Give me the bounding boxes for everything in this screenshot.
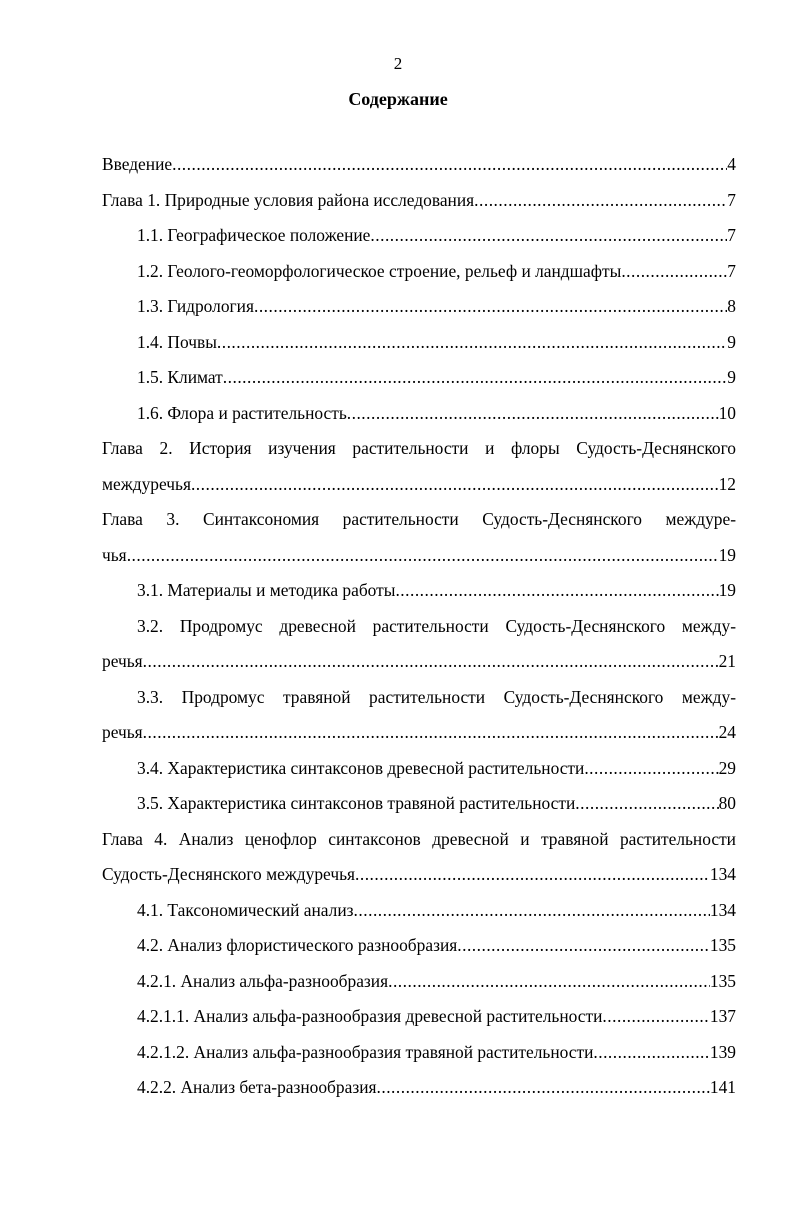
toc-entry-page: 12 bbox=[718, 473, 736, 494]
toc-leader-dots bbox=[254, 296, 727, 316]
toc-leader-dots bbox=[388, 971, 710, 991]
toc-entry-4-2 bbox=[102, 935, 736, 955]
toc-entry-chapter-2 bbox=[102, 474, 736, 494]
toc-entry-title: Введение bbox=[102, 154, 173, 174]
toc-entry-title: речья bbox=[102, 722, 143, 742]
toc-entry-title: 4.2. Анализ флористического разнообразия bbox=[137, 935, 458, 955]
toc-leader-dots bbox=[457, 935, 710, 955]
toc-leader-dots bbox=[143, 651, 719, 671]
toc-entry-chapter-3 bbox=[102, 545, 736, 565]
toc-entry-title: 3.4. Характеристика синтаксонов древесной растительности bbox=[137, 757, 585, 778]
toc-entry-4-2-1 bbox=[102, 971, 736, 991]
toc-entry-3-1 bbox=[102, 580, 736, 600]
toc-entry-page: 19 bbox=[718, 544, 736, 565]
toc-leader-dots bbox=[370, 225, 727, 245]
toc-entry-page: 9 bbox=[727, 367, 736, 387]
toc-entry-page: 24 bbox=[718, 722, 736, 742]
toc-entry-4-2-1-1 bbox=[102, 1006, 736, 1026]
toc-entry-page: 10 bbox=[718, 402, 736, 423]
toc-entry-3-2 bbox=[102, 651, 736, 671]
page-title: Содержание bbox=[348, 89, 448, 109]
toc-entry-1-4 bbox=[102, 332, 736, 352]
toc-leader-dots bbox=[593, 1042, 710, 1062]
toc-entry-4-2-1-2 bbox=[102, 1042, 736, 1062]
toc-leader-dots bbox=[217, 332, 727, 352]
toc-entry-1-6 bbox=[102, 403, 736, 423]
toc-entry-intro bbox=[102, 154, 736, 174]
toc-entry-page: 19 bbox=[718, 580, 736, 600]
toc-entry-title: 4.2.1.2. Анализ альфа-разнообразия травяной растительности bbox=[137, 1041, 594, 1062]
toc-entry-page: 7 bbox=[727, 189, 736, 210]
toc-leader-dots bbox=[127, 545, 719, 565]
toc-entry-1-5 bbox=[102, 367, 736, 387]
toc-entry-title: 4.2.2. Анализ бета-разнообразия bbox=[137, 1077, 377, 1097]
toc-entry-3-4 bbox=[102, 758, 736, 778]
toc-entry-title: речья bbox=[102, 651, 143, 671]
toc-entry-title: 4.2.1. Анализ альфа-разнообразия bbox=[137, 970, 389, 991]
toc-entry-4-1 bbox=[102, 900, 736, 920]
toc-entry-1-1 bbox=[102, 225, 736, 245]
table-of-contents bbox=[102, 154, 736, 1113]
toc-entry-chapter-3-line1: Глава 3. Синтаксономия растительности Судость-Деснянского междуре- bbox=[102, 509, 736, 529]
toc-entry-title: междуречья bbox=[102, 473, 191, 494]
toc-entry-page: 139 bbox=[709, 1041, 736, 1062]
toc-entry-3-3 bbox=[102, 722, 736, 742]
toc-entry-title: Судость-Деснянского междуречья bbox=[102, 864, 356, 884]
toc-leader-dots bbox=[191, 474, 719, 494]
toc-entry-1-2 bbox=[102, 261, 736, 281]
toc-entry-page: 8 bbox=[727, 296, 736, 316]
toc-entry-title: 1.6. Флора и растительность bbox=[137, 402, 347, 423]
toc-entry-page: 4 bbox=[727, 154, 736, 174]
toc-entry-page: 134 bbox=[709, 899, 736, 920]
toc-entry-title: 1.5. Климат bbox=[137, 367, 223, 387]
toc-entry-page: 134 bbox=[709, 864, 736, 884]
toc-entry-3-2-line1: 3.2. Продромус древесной растительности Судость-Деснянского между- bbox=[137, 615, 736, 636]
toc-entry-title: Глава 1. Природные условия района исследования bbox=[102, 189, 475, 210]
toc-entry-chapter-1 bbox=[102, 190, 736, 210]
toc-entry-page: 21 bbox=[718, 651, 736, 671]
toc-entry-page: 9 bbox=[727, 331, 736, 352]
toc-entry-3-3-line1: 3.3. Продромус травяной растительности Судость-Деснянского между- bbox=[137, 686, 736, 707]
toc-entry-page: 137 bbox=[709, 1006, 736, 1026]
toc-entry-page: 141 bbox=[709, 1077, 736, 1097]
toc-entry-page: 29 bbox=[718, 757, 736, 778]
page-number: 2 bbox=[393, 54, 403, 73]
toc-entry-chapter-4-line1: Глава 4. Анализ ценофлор синтаксонов древесной и травяной растительности bbox=[102, 828, 736, 849]
toc-entry-title: 3.5. Характеристика синтаксонов травяной растительности bbox=[137, 793, 576, 813]
toc-leader-dots bbox=[575, 793, 718, 813]
toc-leader-dots bbox=[602, 1006, 709, 1026]
toc-entry-title: 1.4. Почвы bbox=[137, 331, 217, 352]
toc-entry-page: 7 bbox=[727, 225, 736, 245]
toc-leader-dots bbox=[395, 580, 718, 600]
toc-entry-chapter-4 bbox=[102, 864, 736, 884]
toc-entry-title: 1.3. Гидрология bbox=[137, 296, 254, 316]
toc-leader-dots bbox=[474, 190, 727, 210]
toc-entry-title: чья bbox=[102, 544, 127, 565]
toc-leader-dots bbox=[172, 154, 727, 174]
toc-entry-title: 1.2. Геолого-геоморфологическое строение, рельеф и ландшафты bbox=[137, 260, 622, 281]
toc-leader-dots bbox=[347, 403, 719, 423]
toc-entry-title: 4.2.1.1. Анализ альфа-разнообразия древесной растительности bbox=[137, 1006, 603, 1026]
toc-leader-dots bbox=[355, 864, 710, 884]
toc-entry-title: 1.1. Географическое положение bbox=[137, 225, 371, 245]
toc-leader-dots bbox=[584, 758, 718, 778]
toc-leader-dots bbox=[143, 722, 719, 742]
toc-entry-title: 3.1. Материалы и методика работы bbox=[137, 580, 396, 600]
toc-entry-chapter-2-line1: Глава 2. История изучения растительности и флоры Судость-Деснянского bbox=[102, 438, 736, 458]
toc-entry-page: 135 bbox=[709, 935, 736, 955]
toc-entry-1-3 bbox=[102, 296, 736, 316]
toc-entry-page: 135 bbox=[709, 970, 736, 991]
toc-entry-page: 80 bbox=[718, 793, 736, 813]
toc-leader-dots bbox=[621, 261, 727, 281]
toc-entry-4-2-2 bbox=[102, 1077, 736, 1097]
toc-leader-dots bbox=[377, 1077, 710, 1097]
toc-entry-page: 7 bbox=[727, 260, 736, 281]
toc-leader-dots bbox=[223, 367, 728, 387]
toc-entry-3-5 bbox=[102, 793, 736, 813]
toc-entry-title: 4.1. Таксономический анализ bbox=[137, 899, 354, 920]
toc-leader-dots bbox=[354, 900, 710, 920]
